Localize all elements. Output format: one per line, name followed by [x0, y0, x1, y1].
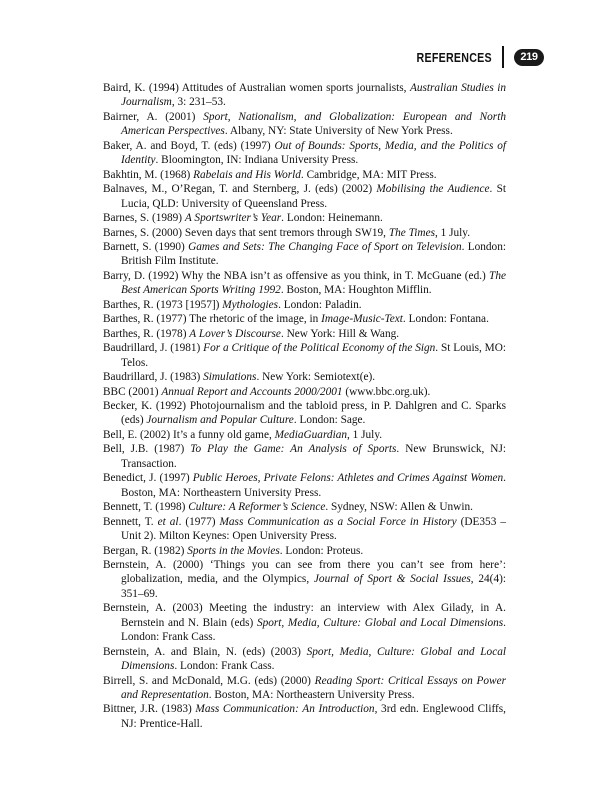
reference-italic-title: Culture: A Reformer’s Science: [188, 501, 326, 514]
reference-entry: [103, 385, 506, 399]
reference-entry: [103, 442, 506, 471]
reference-entry: [103, 327, 506, 341]
reference-text: Baudrillard, J. (1981): [103, 342, 204, 355]
reference-entry: [103, 702, 506, 731]
reference-italic-title: Sport, Media, Culture: Global and Local Dimensions: [256, 616, 504, 629]
reference-italic-title: Journal of Sport & Social Issues: [313, 573, 471, 586]
reference-italic-title: The Best American Sports Writing 1992: [121, 269, 506, 297]
reference-text: . Albany, NY: State University of New York Press.: [224, 125, 453, 138]
reference-text: . London: Sage.: [293, 414, 366, 427]
reference-italic-title: Mass Communication: An Introduction: [195, 703, 375, 716]
reference-text: Balnaves, M., O’Regan, T. and Sternberg, J. (eds) (2002): [103, 183, 377, 196]
reference-text: . Boston, MA: Northeastern University Press.: [208, 689, 415, 702]
reference-italic-title: Games and Sets: The Changing Face of Sport on Television: [188, 240, 462, 253]
reference-text: Bernstein, A. (2000) ‘Things you can see from there you can’t see from here’: globalization, media, and the Olympics,: [103, 558, 506, 586]
reference-entry: [103, 182, 506, 211]
reference-entry: [103, 341, 506, 370]
reference-italic-title: Image-Music-Text: [321, 313, 403, 326]
running-header-title: REFERENCES: [416, 49, 492, 65]
running-header: [400, 44, 544, 70]
reference-italic-title: Australian Studies in Journalism: [121, 82, 506, 109]
reference-text: Bernstein, A. (2003) Meeting the industry: an interview with Alex Gilady, in A. Bernstein and N. Blain (eds): [103, 602, 506, 629]
reference-entry: [103, 240, 506, 269]
reference-entry: [103, 428, 506, 442]
reference-text: Bell, J.B. (1987): [103, 443, 191, 456]
reference-entry: [103, 226, 506, 240]
reference-text: Barthes, R. (1973 [1957]): [103, 298, 223, 311]
reference-text: . London: Fontana.: [402, 313, 489, 326]
reference-entry: [103, 544, 506, 558]
reference-italic-title: MediaGuardian: [274, 428, 348, 441]
reference-text: Baird, K. (1994) Attitudes of Australian women sports journalists,: [103, 82, 410, 94]
reference-text: Becker, K. (1992) Photojournalism and the tabloid press, in P. Dahlgren and C. Sparks (eds): [103, 399, 506, 427]
reference-italic-title: A Lover’s Discourse: [189, 327, 281, 340]
reference-text: (www.bbc.org.uk).: [342, 385, 431, 398]
reference-text: . Bloomington, IN: Indiana University Press.: [155, 154, 359, 167]
reference-list: [103, 81, 506, 731]
reference-italic-title: Annual Report and Accounts 2000/2001: [161, 385, 343, 398]
reference-entry: [103, 370, 506, 384]
reference-text: BBC (2001): [103, 385, 162, 398]
reference-italic-title: Rabelais and His World: [193, 168, 301, 181]
header-divider: [502, 46, 504, 68]
reference-text: Barthes, R. (1978): [103, 327, 190, 340]
reference-text: . (1977): [178, 515, 220, 528]
reference-text: . New Brunswick, NJ: Transaction.: [121, 443, 506, 470]
reference-text: Baudrillard, J. (1983): [103, 371, 204, 384]
reference-italic-title: Out of Bounds: Sports, Media, and the Politics of Identity: [121, 139, 506, 167]
reference-italic-title: Journalism and Popular Culture: [146, 414, 294, 427]
reference-text: , 3: 231–53.: [171, 96, 226, 109]
reference-italic-title: A Sportswriter’s Year: [184, 212, 282, 225]
reference-entry: [103, 674, 506, 703]
reference-text: . New York: Semiotext(e).: [256, 371, 376, 384]
reference-entry: [103, 312, 506, 326]
reference-text: , 3rd edn. Englewood Cliffs, NJ: Prentice-Hall.: [121, 703, 506, 730]
reference-entry: [103, 81, 506, 110]
reference-text: , 1 July.: [434, 226, 471, 239]
reference-text: . London: Frank Cass.: [174, 660, 275, 673]
reference-entry: [103, 110, 506, 139]
reference-text: . London: Heinemann.: [281, 212, 383, 225]
reference-text: Bennett, T.: [103, 515, 158, 528]
reference-text: Bennett, T. (1998): [103, 501, 189, 514]
reference-text: . Cambridge, MA: MIT Press.: [300, 168, 437, 181]
reference-entry: [103, 269, 506, 298]
reference-entry: [103, 399, 506, 428]
reference-text: Barnett, S. (1990): [103, 240, 189, 253]
reference-entry: [103, 298, 506, 312]
reference-italic-title: Simulations: [203, 371, 257, 384]
reference-italic-title: Mass Communication as a Social Force in History: [219, 515, 457, 528]
reference-entry: [103, 645, 506, 674]
reference-text: Barry, D. (1992) Why the NBA isn’t as offensive as you think, in T. McGuane (ed.): [103, 269, 490, 282]
reference-text: Baker, A. and Boyd, T. (eds) (1997): [103, 139, 275, 152]
reference-text: . St Lucia, QLD: University of Queensland Press.: [121, 183, 506, 210]
reference-italic-title: Sport, Media, Culture: Global and Local Dimensions: [121, 645, 506, 673]
reference-italic-title: Public Heroes, Private Felons: Athletes and Crimes Against Women: [192, 472, 504, 485]
reference-italic-title: Sport, Nationalism, and Globalization: European and North American Perspectives: [121, 110, 506, 138]
page-number-badge: 219: [514, 49, 544, 66]
reference-text: , 24(4): 351–69.: [121, 573, 506, 600]
reference-entry: [103, 515, 506, 544]
reference-text: Bergan, R. (1982): [103, 544, 188, 557]
reference-text: Barthes, R. (1977) The rhetoric of the image, in: [103, 313, 322, 326]
reference-text: . London: British Film Institute.: [121, 240, 506, 268]
reference-text: Barnes, S. (1989): [103, 212, 185, 225]
reference-text: Birrell, S. and McDonald, M.G. (eds) (2000): [103, 674, 315, 687]
reference-text: . Boston, MA: Northeastern University Press.: [121, 472, 506, 499]
reference-text: , 1 July.: [347, 428, 383, 441]
reference-entry: [103, 558, 506, 601]
reference-italic-title: Mobilising the Audience: [376, 183, 490, 196]
reference-text: . Sydney, NSW: Allen & Unwin.: [325, 501, 473, 514]
reference-italic-title: et al: [157, 515, 179, 528]
reference-italic-title: Mythologies: [222, 298, 279, 311]
reference-text: Bakhtin, M. (1968): [103, 168, 194, 181]
reference-italic-title: For a Critique of the Political Economy of the Sign: [203, 342, 436, 355]
reference-entry: [103, 139, 506, 168]
reference-text: . Boston, MA: Houghton Mifflin.: [280, 284, 432, 297]
reference-text: Bernstein, A. and Blain, N. (eds) (2003): [103, 645, 307, 658]
reference-italic-title: The Times: [388, 226, 435, 239]
reference-text: . London: Proteus.: [279, 544, 364, 557]
reference-italic-title: To Play the Game: An Analysis of Sports: [190, 443, 397, 456]
reference-text: . New York: Hill & Wang.: [280, 327, 400, 340]
reference-italic-title: Reading Sport: Critical Essays on Power and Representation: [121, 674, 506, 702]
reference-text: Barnes, S. (2000) Seven days that sent tremors through SW19,: [103, 226, 389, 239]
reference-entry: [103, 211, 506, 225]
reference-text: . St Louis, MO: Telos.: [121, 342, 506, 369]
reference-italic-title: Sports in the Movies: [187, 544, 280, 557]
reference-text: (DE353 – Unit 2). Milton Keynes: Open University Press.: [121, 515, 506, 543]
reference-entry: [103, 500, 506, 514]
reference-text: Bairner, A. (2001): [103, 110, 204, 123]
reference-entry: [103, 601, 506, 644]
reference-entry: [103, 471, 506, 500]
reference-text: . London: Paladin.: [278, 298, 362, 311]
reference-entry: [103, 168, 506, 182]
reference-text: Benedict, J. (1997): [103, 472, 193, 485]
reference-text: . London: Frank Cass.: [121, 616, 506, 644]
reference-text: Bell, E. (2002) It’s a funny old game,: [103, 428, 275, 441]
reference-text: Bittner, J.R. (1983): [103, 703, 196, 716]
